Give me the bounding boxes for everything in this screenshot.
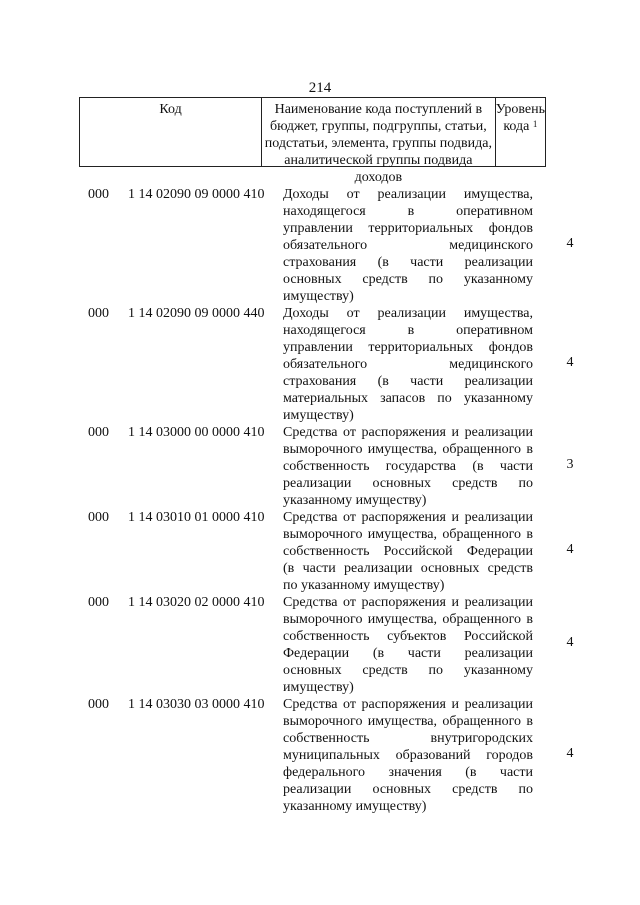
revenue-description [283,424,533,509]
revenue-code: 1 14 02090 09 0000 410 [128,187,265,202]
description-line: обязательного медицинского [283,357,533,372]
description-line: выморочного имущества, обращенного в [283,714,533,729]
description-line: указанному имуществу) [283,799,427,814]
code-level: 3 [566,457,574,472]
description-line: имуществу) [283,289,354,304]
description-line: Средства от распоряжения и реализации [283,425,533,440]
description-line: реализации основных средств по [283,476,533,491]
description-line: обязательного медицинского [283,238,533,253]
header-level [496,98,545,166]
description-line: Доходы от реализации имущества, [283,187,533,202]
description-line: Средства от распоряжения и реализации [283,510,533,525]
admin-code: 000 [88,595,109,610]
revenue-code: 1 14 02090 09 0000 440 [128,306,265,321]
description-line: имуществу) [283,408,354,423]
description-line: страхования (в части реализации [283,374,533,389]
header-level-label: кода [503,119,530,134]
description-line: основных средств по указанному [283,272,533,287]
footnote-marker: 1 [532,119,538,129]
description-line: Федерации (в части реализации [283,646,533,661]
header-name [262,98,496,185]
code-level: 4 [566,355,574,370]
description-line: имуществу) [283,680,354,695]
description-line: указанному имуществу) [283,493,427,508]
description-line: выморочного имущества, обращенного в [283,612,533,627]
admin-code: 000 [88,187,109,202]
description-line: страхования (в части реализации [283,255,533,270]
description-line: выморочного имущества, обращенного в [283,442,533,457]
revenue-code: 1 14 03030 03 0000 410 [128,697,265,712]
revenue-description [283,509,533,594]
description-line: по указанному имуществу) [283,578,445,593]
header-code: Код [80,98,262,166]
revenue-code: 1 14 03000 00 0000 410 [128,425,265,440]
header-name-line: Наименование кода поступлений в [274,102,483,117]
header-level-line2 [496,118,545,135]
revenue-description [283,594,533,696]
header-name-line: бюджет, группы, подгруппы, статьи, [270,119,487,134]
code-level: 4 [566,635,574,650]
page-number: 214 [308,80,332,96]
description-line: находящегося в оперативном [283,204,533,219]
description-line: собственность государства (в части [283,459,533,474]
description-line: Средства от распоряжения и реализации [283,697,533,712]
code-level: 4 [566,746,574,761]
admin-code: 000 [88,425,109,440]
description-line: реализации основных средств по [283,782,533,797]
revenue-code: 1 14 03020 02 0000 410 [128,595,265,610]
description-line: собственность Российской Федерации [283,544,533,559]
description-line: Средства от распоряжения и реализации [283,595,533,610]
admin-code: 000 [88,510,109,525]
description-line: собственность внутригородских [283,731,533,746]
description-line: выморочного имущества, обращенного в [283,527,533,542]
description-line: находящегося в оперативном [283,323,533,338]
header-name-line: аналитической группы подвида доходов [284,153,473,185]
description-line: управлении территориальных фондов [283,221,533,236]
description-line: материальных запасов по указанному [283,391,533,406]
description-line: муниципальных образований городов [283,748,533,763]
description-line: основных средств по указанному [283,663,533,678]
revenue-description [283,696,533,815]
table-header [79,97,546,185]
description-line: федерального значения (в части [283,765,533,780]
admin-code: 000 [88,306,109,321]
description-line: Доходы от реализации имущества, [283,306,533,321]
header-name-line: подстатьи, элемента, группы подвида, [264,136,492,151]
code-level: 4 [566,542,574,557]
description-line: (в части реализации основных средств [283,561,533,576]
code-level: 4 [566,236,574,251]
revenue-code: 1 14 03010 01 0000 410 [128,510,265,525]
admin-code: 000 [88,697,109,712]
header-level-line1: Уровень [495,102,545,117]
description-line: управлении территориальных фондов [283,340,533,355]
description-line: собственность субъектов Российской [283,629,533,644]
revenue-description [283,186,533,305]
revenue-description [283,305,533,424]
